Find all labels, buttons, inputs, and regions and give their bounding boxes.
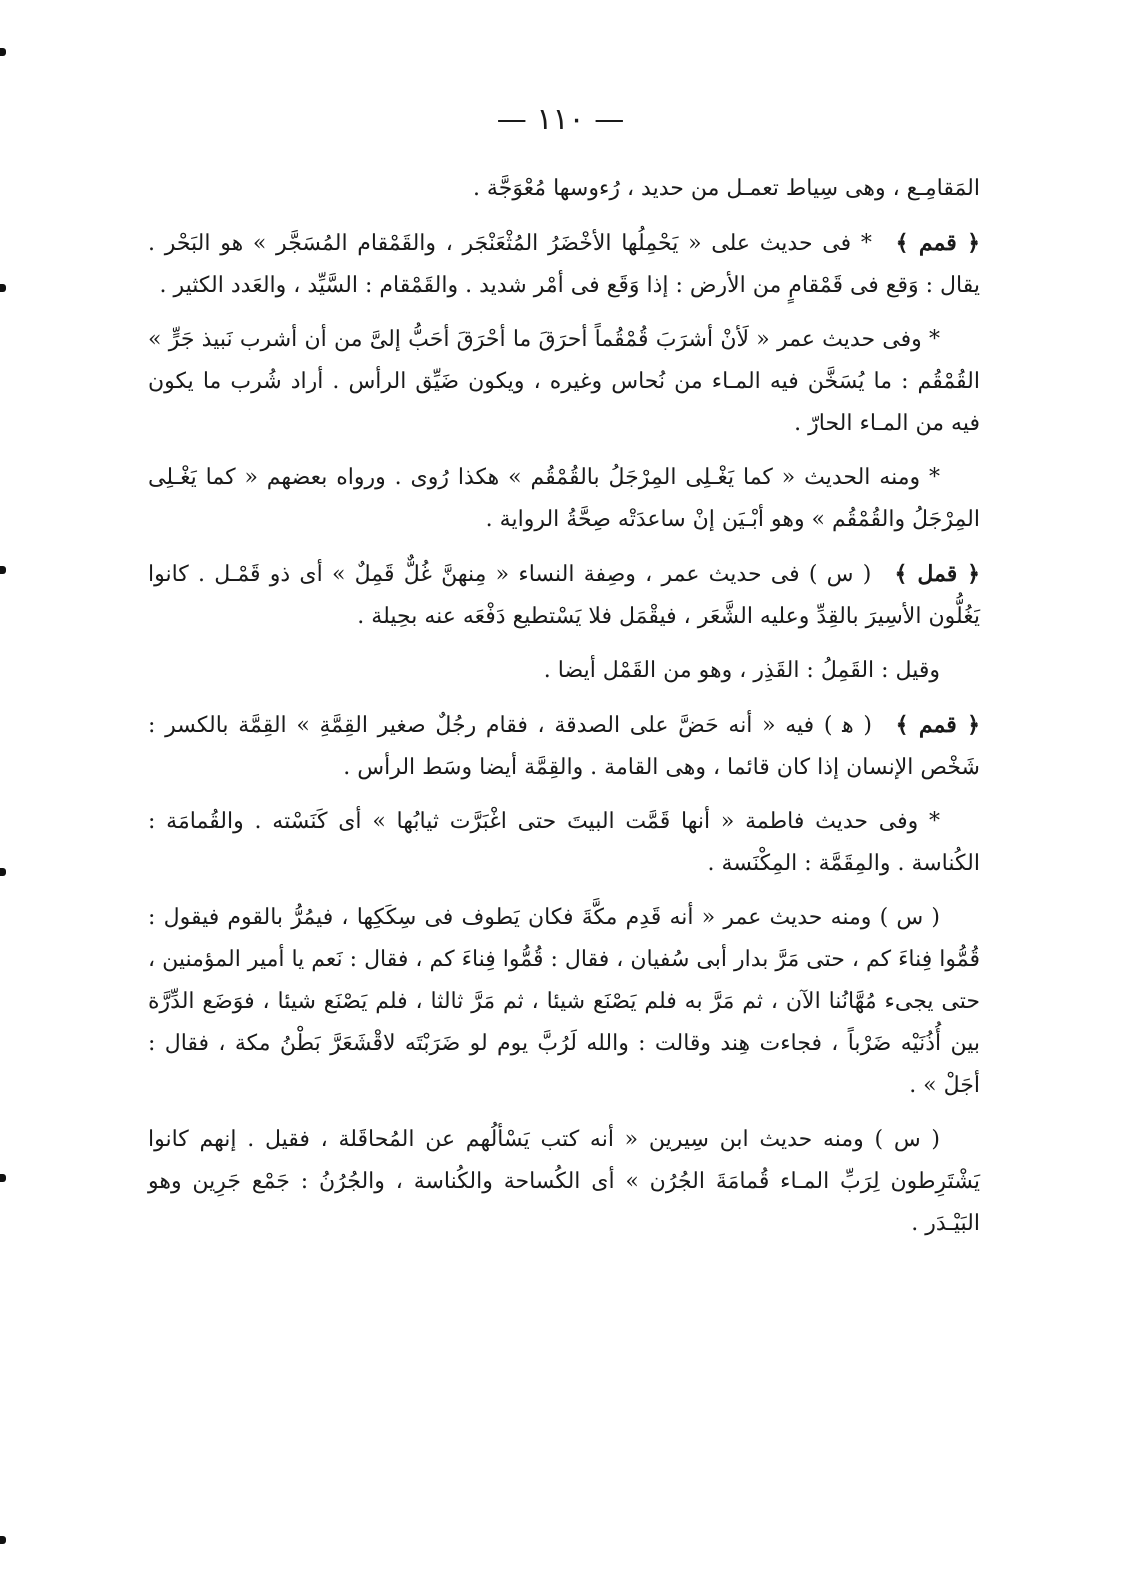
paragraph	[148, 650, 980, 692]
paragraph-text: ( ﻫ ) فيه « أنه حَضَّ على الصدقة ، فقام رجُلٌ صغير القِمَّةِ » القِمَّة بالكسر : شَخْص الإنسان إذا كان قائما ، وهى القامة . والقِمَّة أيضا وسَط الرأس .	[148, 713, 980, 780]
entry-paragraph	[148, 704, 980, 789]
page-number: — ١١٠ —	[496, 102, 625, 137]
paragraph-text: * ومنه الحديث « كما يَغْـلِى المِرْجَلُ بالقُمْقُم » هكذا رُوى . ورواه بعضهم « كما يَغْـلِى المِرْجَلُ والقُمْقُم » وهو أبْـيَن إنْ ساعدَتْه صِحَّةُ الرواية .	[148, 465, 980, 532]
paragraph	[148, 168, 980, 210]
paragraph-text: * وفى حديث عمر « لَأنْ أشرَبَ قُمْقُماً أحرَقَ ما أحْرَقَ أحَبُّ إلىَّ من أن أشرب نَبيذ جَرٍّ » القُمْقُم : ما يُسَخَّن فيه المـاء من نُحاس وغيره ، ويكون ضَيِّق الرأس . أراد شُرب ما يكون فيه من المـاء الحارّ .	[148, 327, 980, 436]
paragraph-text: ( س ) فى حديث عمر ، وصِفة النساء « مِنهنَّ غُلٌّ قَمِلٌ » أى ذو قَمْـل . كانوا يَغُلُّون الأسِيرَ بالقِدِّ وعليه الشَّعَر ، فيقْمَل فلا يَسْتطيع دَفْعَه عنه بحِيلة .	[148, 562, 980, 629]
entry-heading: ﴿ قمل ﴾	[894, 561, 980, 587]
paragraph-text: * وفى حديث فاطمة « أنها قَمَّت البيتَ حتى اغْبَرَّت ثيابُها » أى كَنَسْته . والقُمامَة : الكُناسة . والمِقَمَّة : المِكْنَسة .	[148, 809, 980, 876]
scan-edge-mark	[0, 1174, 6, 1182]
paragraph-text: المَقامِـع ، وهى سِياط تعمـل من حديد ، رُءوسها مُعْوَجَّة .	[472, 176, 980, 201]
entry-paragraph	[148, 553, 980, 638]
scan-edge-mark	[0, 868, 6, 876]
paragraph	[148, 457, 980, 541]
paragraph-text: وقيل : القَمِلُ : القَذِر ، وهو من القَمْل أيضا .	[543, 658, 940, 683]
paragraph	[148, 319, 980, 445]
entry-heading: ﴿ قمم ﴾	[895, 230, 980, 256]
paragraph	[148, 897, 980, 1107]
entry-heading: ﴿ قمم ﴾	[895, 712, 981, 738]
paragraph-text: * فى حديث على « يَحْمِلُها الأخْضَرُ المُثْعَنْجَر ، والقَمْقام المُسَجَّر » هو البَحْر . يقال : وَقع فى قَمْقامٍ من الأرض : إذا وَقَع فى أمْر شديد . والقَمْقام : السَّيِّد ، والعَدد الكثير .	[148, 231, 980, 298]
page-body	[148, 168, 980, 1257]
paragraph	[148, 801, 980, 885]
entry-paragraph	[148, 222, 980, 307]
scan-edge-mark	[0, 566, 6, 574]
paragraph-text: ( س ) ومنه حديث عمر « أنه قَدِم مكَّةَ فكان يَطوف فى سِكَكِها ، فيمُرُّ بالقوم فيقول : قُمُّوا فِناءَ كم ، حتى مَرَّ بدار أبى سُفيان ، فقال : قُمُّوا فِناءَ كم ، فقال : نَعم يا أمير المؤمنين ، حتى يجىء مُهَّانُنا الآن ، ثم مَرَّ به فلم يَصْنَع شيئا ، ثم مَرَّ ثالثا ، فلم يَصْنَع شيئا ، فوَضَع الدِّرَّة بين أُذُنَيْه ضَرْباً ، فجاءت هِند وقالت : والله لَرُبَّ يوم لو ضَرَبْتَه لاقْشَعَرَّ بَطْنُ مكة ، فقال : أجَلْ » .	[148, 905, 980, 1098]
scan-edge-mark	[0, 1536, 6, 1544]
scan-edge-mark	[0, 284, 6, 292]
paragraph-text: ( س ) ومنه حديث ابن سِيرين « أنه كتب يَسْألُهم عن المُحاقَلة ، فقيل . إنهم كانوا يَشْتَرِطون لِرَبِّ المـاء قُمامَةَ الجُرُن » أى الكُساحة والكُناسة ، والجُرُنُ : جَمْع جَرِين وهو البَيْـدَر .	[148, 1127, 980, 1236]
scan-edge-mark	[0, 48, 6, 56]
paragraph	[148, 1119, 980, 1245]
